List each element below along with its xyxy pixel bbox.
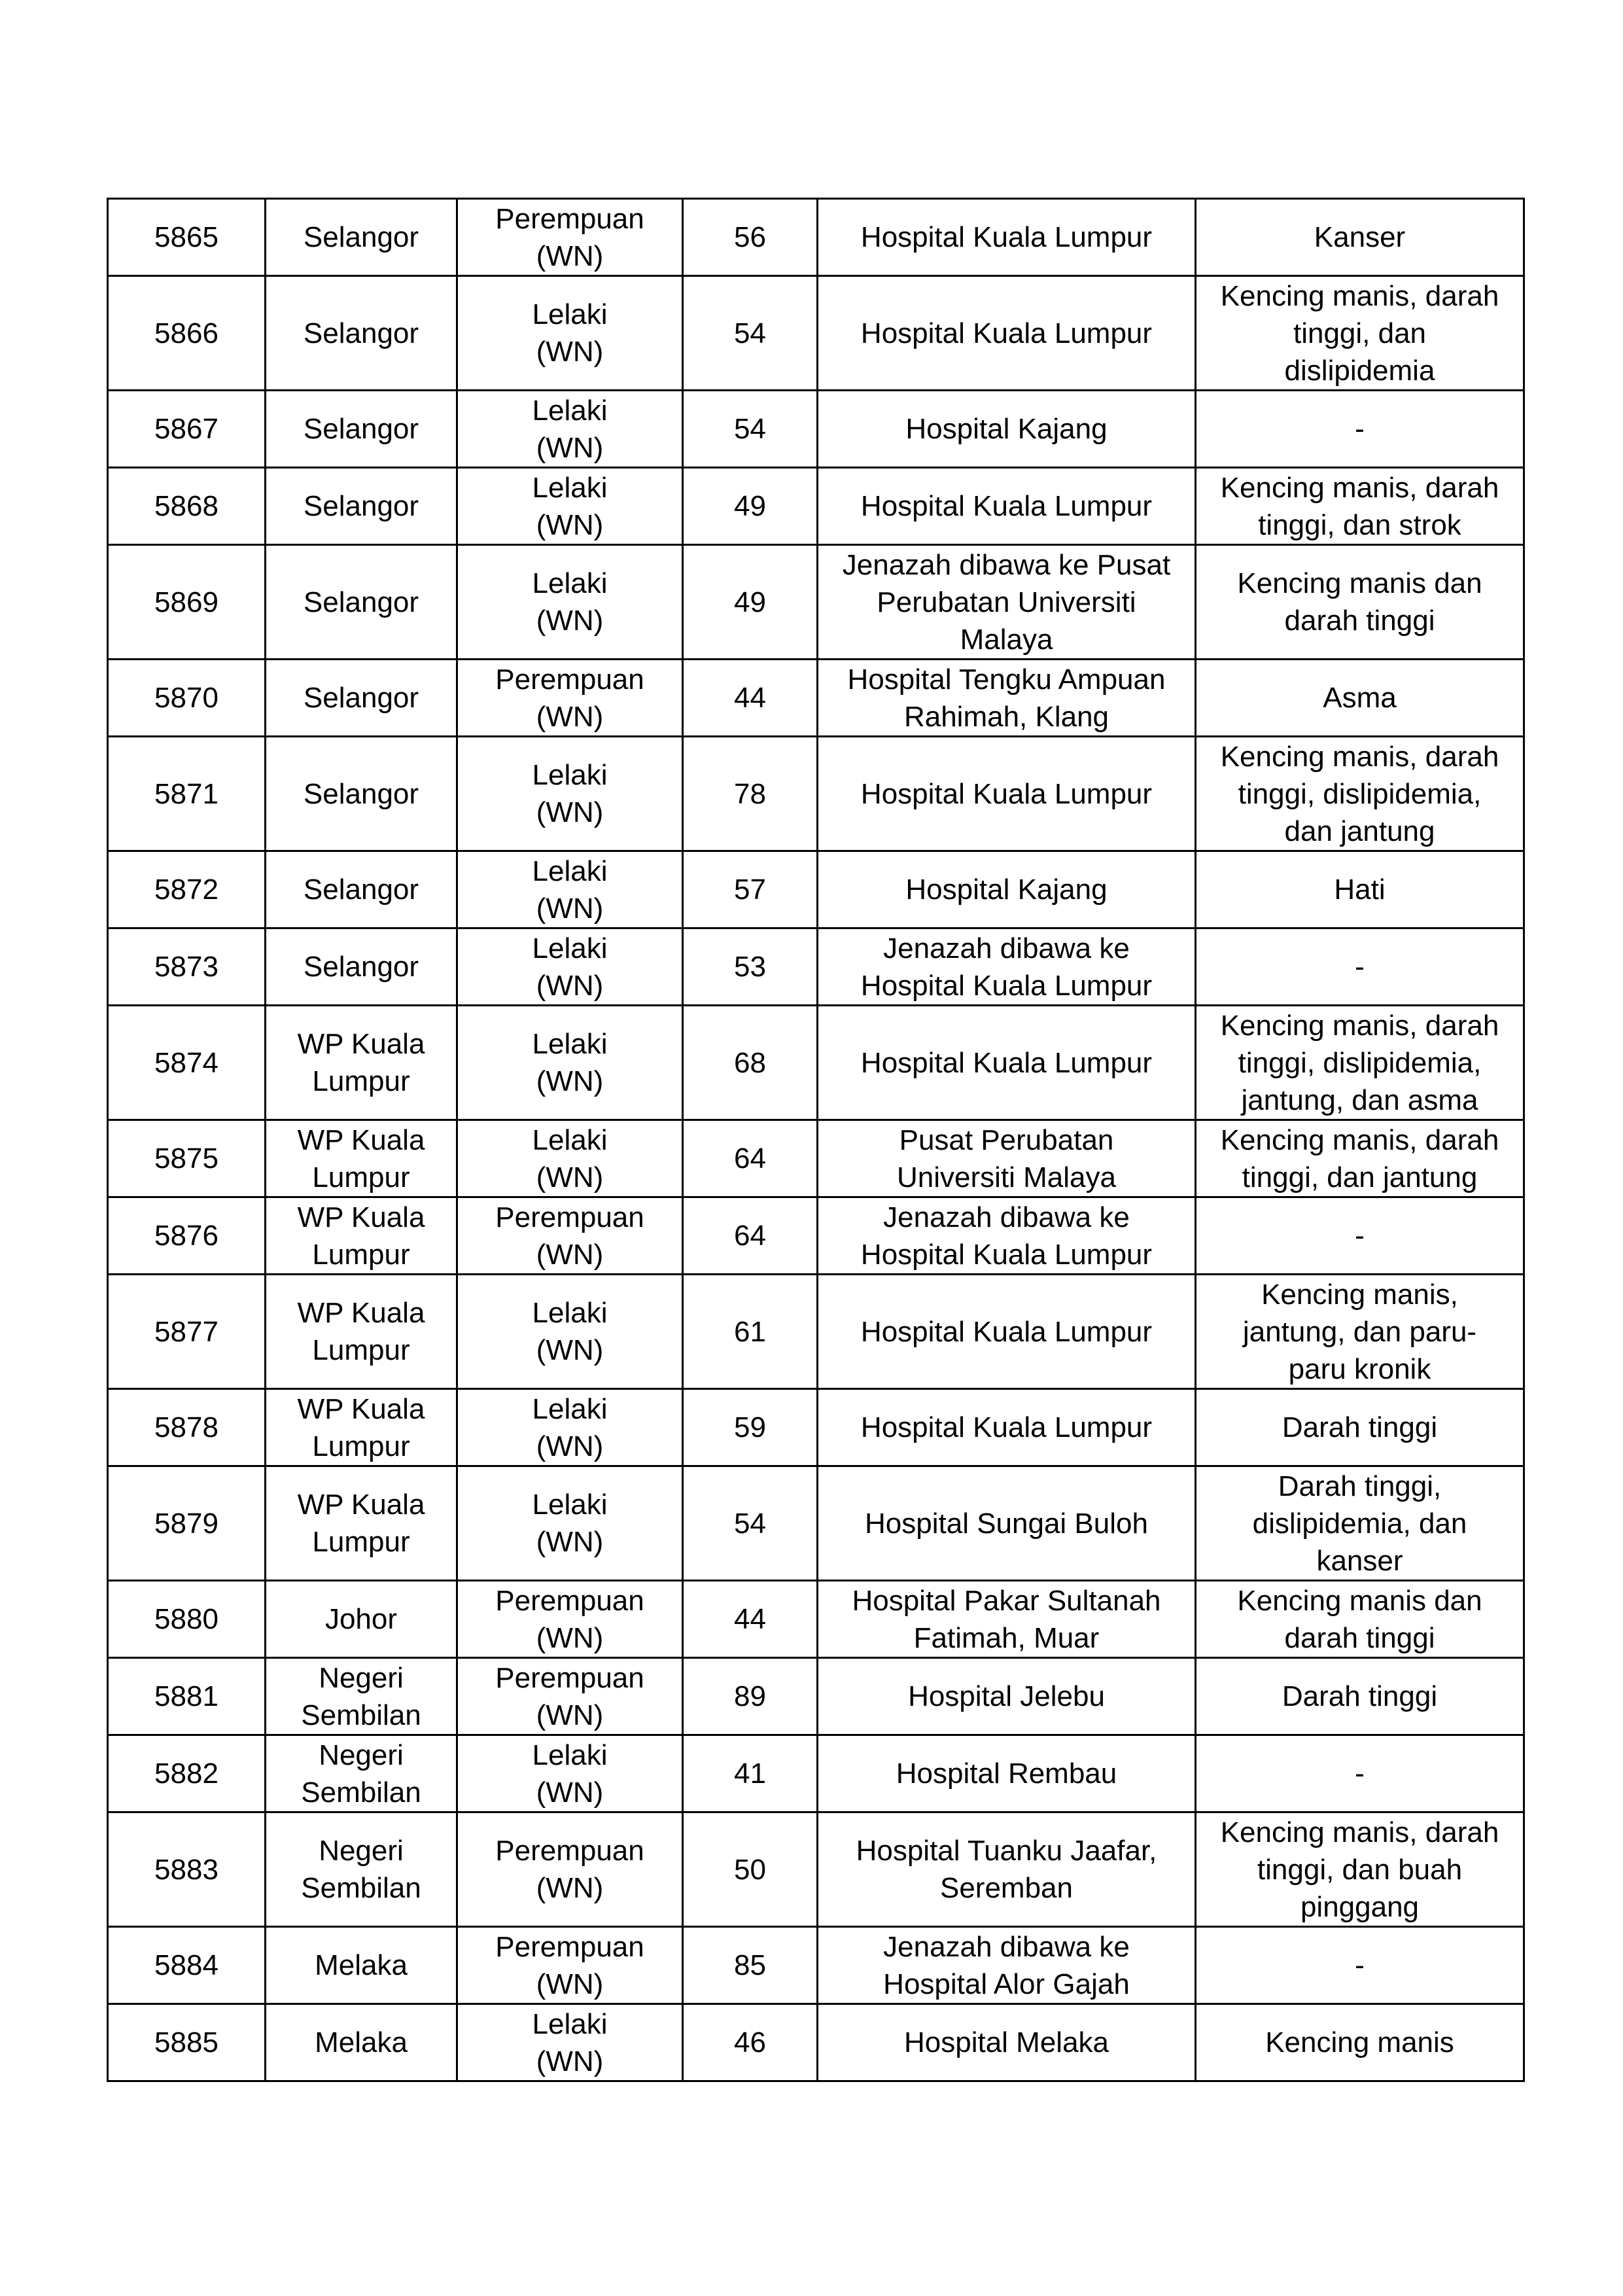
comorbidity-cell: Kanser — [1196, 199, 1524, 276]
location-cell: Hospital Kuala Lumpur — [818, 1389, 1196, 1466]
gender-cell: Perempuan (WN) — [457, 1658, 683, 1735]
age-cell: 49 — [683, 545, 818, 660]
gender-cell: Lelaki (WN) — [457, 1275, 683, 1389]
age-cell: 89 — [683, 1658, 818, 1735]
gender-cell: Perempuan (WN) — [457, 660, 683, 737]
age-cell: 54 — [683, 1466, 818, 1581]
case-number-cell: 5869 — [108, 545, 266, 660]
gender-cell: Lelaki (WN) — [457, 468, 683, 545]
case-number-cell: 5873 — [108, 928, 266, 1006]
gender-cell: Lelaki (WN) — [457, 276, 683, 391]
state-cell: Selangor — [266, 199, 457, 276]
age-cell: 68 — [683, 1006, 818, 1120]
state-cell: Selangor — [266, 276, 457, 391]
location-cell: Hospital Tengku Ampuan Rahimah, Klang — [818, 660, 1196, 737]
comorbidity-cell: Kencing manis, darah tinggi, dan strok — [1196, 468, 1524, 545]
table-row — [108, 660, 1524, 737]
case-number-cell: 5866 — [108, 276, 266, 391]
state-cell: Selangor — [266, 737, 457, 851]
table-row — [108, 1658, 1524, 1735]
comorbidity-cell: Kencing manis, jantung, dan paru- paru kronik — [1196, 1275, 1524, 1389]
state-cell: WP Kuala Lumpur — [266, 1389, 457, 1466]
state-cell: Selangor — [266, 928, 457, 1006]
state-cell: Selangor — [266, 545, 457, 660]
location-cell: Hospital Kuala Lumpur — [818, 276, 1196, 391]
table-row — [108, 2004, 1524, 2081]
location-cell: Hospital Kuala Lumpur — [818, 1275, 1196, 1389]
table-row — [108, 1581, 1524, 1658]
comorbidity-cell: - — [1196, 1735, 1524, 1812]
gender-cell: Lelaki (WN) — [457, 928, 683, 1006]
state-cell: Selangor — [266, 851, 457, 928]
location-cell: Jenazah dibawa ke Hospital Alor Gajah — [818, 1927, 1196, 2004]
location-cell: Jenazah dibawa ke Hospital Kuala Lumpur — [818, 928, 1196, 1006]
state-cell: WP Kuala Lumpur — [266, 1197, 457, 1275]
age-cell: 78 — [683, 737, 818, 851]
age-cell: 57 — [683, 851, 818, 928]
gender-cell: Perempuan (WN) — [457, 199, 683, 276]
comorbidity-cell: Kencing manis, darah tinggi, dan buah pinggang — [1196, 1812, 1524, 1927]
comorbidity-cell: Asma — [1196, 660, 1524, 737]
location-cell: Hospital Kajang — [818, 851, 1196, 928]
state-cell: Johor — [266, 1581, 457, 1658]
state-cell: Negeri Sembilan — [266, 1735, 457, 1812]
age-cell: 49 — [683, 468, 818, 545]
age-cell: 59 — [683, 1389, 818, 1466]
table-row — [108, 391, 1524, 468]
comorbidity-cell: Kencing manis, darah tinggi, dislipidemia, dan jantung — [1196, 737, 1524, 851]
location-cell: Jenazah dibawa ke Pusat Perubatan Universiti Malaya — [818, 545, 1196, 660]
location-cell: Hospital Kuala Lumpur — [818, 737, 1196, 851]
table-row — [108, 468, 1524, 545]
age-cell: 46 — [683, 2004, 818, 2081]
gender-cell: Lelaki (WN) — [457, 2004, 683, 2081]
case-number-cell: 5877 — [108, 1275, 266, 1389]
comorbidity-cell: - — [1196, 1197, 1524, 1275]
location-cell: Pusat Perubatan Universiti Malaya — [818, 1120, 1196, 1197]
gender-cell: Lelaki (WN) — [457, 1735, 683, 1812]
case-number-cell: 5878 — [108, 1389, 266, 1466]
location-cell: Hospital Kuala Lumpur — [818, 468, 1196, 545]
age-cell: 64 — [683, 1197, 818, 1275]
state-cell: Selangor — [266, 391, 457, 468]
table-body — [108, 199, 1524, 2081]
location-cell: Hospital Jelebu — [818, 1658, 1196, 1735]
location-cell: Hospital Kajang — [818, 391, 1196, 468]
comorbidity-cell: - — [1196, 391, 1524, 468]
age-cell: 54 — [683, 391, 818, 468]
case-number-cell: 5867 — [108, 391, 266, 468]
state-cell: Melaka — [266, 2004, 457, 2081]
gender-cell: Lelaki (WN) — [457, 737, 683, 851]
gender-cell: Lelaki (WN) — [457, 851, 683, 928]
case-number-cell: 5868 — [108, 468, 266, 545]
location-cell: Hospital Rembau — [818, 1735, 1196, 1812]
comorbidity-cell: - — [1196, 928, 1524, 1006]
gender-cell: Lelaki (WN) — [457, 1466, 683, 1581]
age-cell: 61 — [683, 1275, 818, 1389]
comorbidity-cell: Kencing manis, darah tinggi, dislipidemia, jantung, dan asma — [1196, 1006, 1524, 1120]
location-cell: Jenazah dibawa ke Hospital Kuala Lumpur — [818, 1197, 1196, 1275]
table-row — [108, 1275, 1524, 1389]
state-cell: Negeri Sembilan — [266, 1812, 457, 1927]
gender-cell: Lelaki (WN) — [457, 545, 683, 660]
case-number-cell: 5865 — [108, 199, 266, 276]
case-number-cell: 5871 — [108, 737, 266, 851]
comorbidity-cell: Kencing manis dan darah tinggi — [1196, 1581, 1524, 1658]
comorbidity-cell: Kencing manis, darah tinggi, dan jantung — [1196, 1120, 1524, 1197]
comorbidity-cell: Kencing manis, darah tinggi, dan dislipidemia — [1196, 276, 1524, 391]
case-number-cell: 5885 — [108, 2004, 266, 2081]
case-number-cell: 5875 — [108, 1120, 266, 1197]
state-cell: Selangor — [266, 660, 457, 737]
table-row — [108, 928, 1524, 1006]
gender-cell: Lelaki (WN) — [457, 391, 683, 468]
age-cell: 85 — [683, 1927, 818, 2004]
age-cell: 56 — [683, 199, 818, 276]
location-cell: Hospital Kuala Lumpur — [818, 199, 1196, 276]
age-cell: 41 — [683, 1735, 818, 1812]
case-number-cell: 5874 — [108, 1006, 266, 1120]
state-cell: WP Kuala Lumpur — [266, 1466, 457, 1581]
gender-cell: Perempuan (WN) — [457, 1197, 683, 1275]
case-number-cell: 5880 — [108, 1581, 266, 1658]
table-row — [108, 1389, 1524, 1466]
state-cell: Selangor — [266, 468, 457, 545]
case-number-cell: 5883 — [108, 1812, 266, 1927]
comorbidity-cell: Hati — [1196, 851, 1524, 928]
table-row — [108, 1006, 1524, 1120]
gender-cell: Lelaki (WN) — [457, 1120, 683, 1197]
comorbidity-cell: - — [1196, 1927, 1524, 2004]
age-cell: 53 — [683, 928, 818, 1006]
state-cell: Melaka — [266, 1927, 457, 2004]
case-number-cell: 5882 — [108, 1735, 266, 1812]
state-cell: WP Kuala Lumpur — [266, 1275, 457, 1389]
table-row — [108, 1735, 1524, 1812]
gender-cell: Perempuan (WN) — [457, 1581, 683, 1658]
case-number-cell: 5881 — [108, 1658, 266, 1735]
gender-cell: Lelaki (WN) — [457, 1006, 683, 1120]
location-cell: Hospital Pakar Sultanah Fatimah, Muar — [818, 1581, 1196, 1658]
table-row — [108, 1120, 1524, 1197]
case-number-cell: 5870 — [108, 660, 266, 737]
age-cell: 44 — [683, 660, 818, 737]
table-row — [108, 199, 1524, 276]
comorbidity-cell: Kencing manis — [1196, 2004, 1524, 2081]
comorbidity-cell: Darah tinggi — [1196, 1658, 1524, 1735]
age-cell: 50 — [683, 1812, 818, 1927]
table-row — [108, 545, 1524, 660]
comorbidity-cell: Darah tinggi — [1196, 1389, 1524, 1466]
gender-cell: Lelaki (WN) — [457, 1389, 683, 1466]
location-cell: Hospital Kuala Lumpur — [818, 1006, 1196, 1120]
case-number-cell: 5876 — [108, 1197, 266, 1275]
gender-cell: Perempuan (WN) — [457, 1927, 683, 2004]
case-number-cell: 5879 — [108, 1466, 266, 1581]
location-cell: Hospital Melaka — [818, 2004, 1196, 2081]
case-number-cell: 5872 — [108, 851, 266, 928]
table-row — [108, 1197, 1524, 1275]
comorbidity-cell: Kencing manis dan darah tinggi — [1196, 545, 1524, 660]
state-cell: WP Kuala Lumpur — [266, 1006, 457, 1120]
table-row — [108, 1466, 1524, 1581]
state-cell: WP Kuala Lumpur — [266, 1120, 457, 1197]
comorbidity-cell: Darah tinggi, dislipidemia, dan kanser — [1196, 1466, 1524, 1581]
age-cell: 64 — [683, 1120, 818, 1197]
age-cell: 54 — [683, 276, 818, 391]
location-cell: Hospital Tuanku Jaafar, Seremban — [818, 1812, 1196, 1927]
death-cases-table — [107, 198, 1525, 2082]
table-row — [108, 1927, 1524, 2004]
table-row — [108, 1812, 1524, 1927]
age-cell: 44 — [683, 1581, 818, 1658]
table-row — [108, 851, 1524, 928]
state-cell: Negeri Sembilan — [266, 1658, 457, 1735]
table-row — [108, 276, 1524, 391]
gender-cell: Perempuan (WN) — [457, 1812, 683, 1927]
table-row — [108, 737, 1524, 851]
case-number-cell: 5884 — [108, 1927, 266, 2004]
location-cell: Hospital Sungai Buloh — [818, 1466, 1196, 1581]
